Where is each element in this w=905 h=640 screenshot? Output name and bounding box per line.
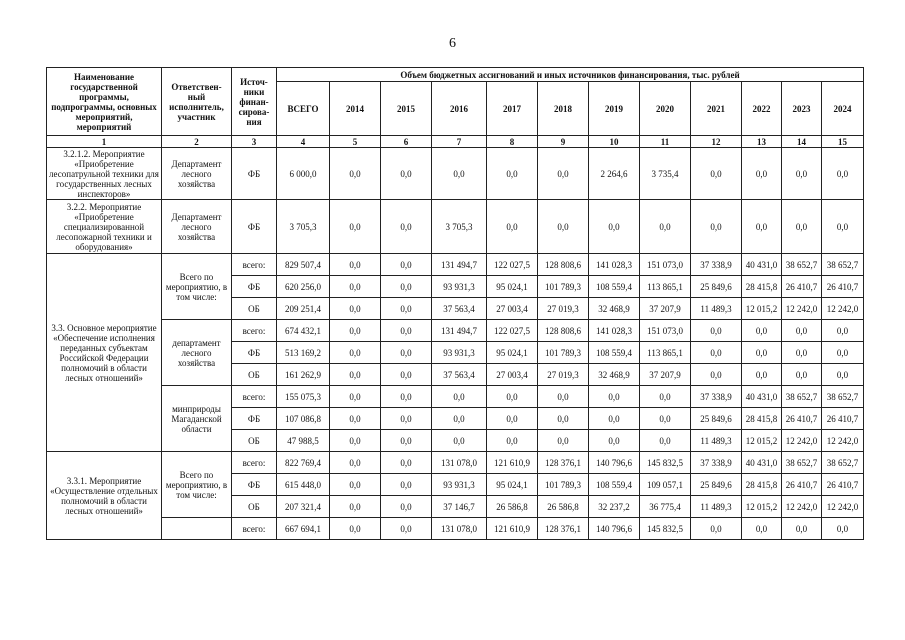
- value-cell: 38 652,7: [822, 386, 864, 408]
- row-source: всего:: [232, 452, 277, 474]
- value-cell: 28 415,8: [742, 474, 782, 496]
- value-cell: 0,0: [822, 364, 864, 386]
- value-cell: 40 431,0: [742, 452, 782, 474]
- value-cell: 93 931,3: [432, 474, 487, 496]
- value-cell: 0,0: [381, 364, 432, 386]
- column-number-row: [47, 136, 864, 148]
- value-cell: 93 931,3: [432, 342, 487, 364]
- row-source: всего:: [232, 518, 277, 540]
- value-cell: 37 563,4: [432, 298, 487, 320]
- table-row: [47, 254, 864, 276]
- value-cell: 11 489,3: [691, 496, 742, 518]
- value-cell: 155 075,3: [277, 386, 330, 408]
- row-source: ФБ: [232, 342, 277, 364]
- value-cell: 128 808,6: [538, 254, 589, 276]
- value-cell: 0,0: [640, 386, 691, 408]
- header-year: 2017: [487, 82, 538, 136]
- value-cell: 0,0: [640, 408, 691, 430]
- header-responsible: Ответствен-ный исполнитель, участник: [162, 68, 232, 136]
- value-cell: 38 652,7: [822, 452, 864, 474]
- value-cell: 0,0: [330, 408, 381, 430]
- value-cell: 0,0: [381, 200, 432, 254]
- value-cell: 3 735,4: [640, 148, 691, 200]
- value-cell: 0,0: [330, 474, 381, 496]
- row-source: ОБ: [232, 430, 277, 452]
- value-cell: 0,0: [432, 430, 487, 452]
- value-cell: 0,0: [381, 430, 432, 452]
- value-cell: 0,0: [487, 148, 538, 200]
- value-cell: 38 652,7: [822, 254, 864, 276]
- value-cell: 93 931,3: [432, 276, 487, 298]
- column-number: 8: [487, 136, 538, 148]
- value-cell: 0,0: [487, 200, 538, 254]
- value-cell: 0,0: [782, 364, 822, 386]
- value-cell: 26 410,7: [782, 276, 822, 298]
- value-cell: 25 849,6: [691, 474, 742, 496]
- table-row: [47, 200, 864, 254]
- row-name: 3.2.1.2. Мероприятие «Приобретение лесопатрульной техники для государственных лесных инспекторов»: [47, 148, 162, 200]
- value-cell: 12 242,0: [822, 430, 864, 452]
- value-cell: 0,0: [538, 386, 589, 408]
- row-source: ОБ: [232, 496, 277, 518]
- value-cell: 0,0: [742, 200, 782, 254]
- value-cell: 209 251,4: [277, 298, 330, 320]
- value-cell: 28 415,8: [742, 408, 782, 430]
- value-cell: 145 832,5: [640, 452, 691, 474]
- value-cell: 12 015,2: [742, 430, 782, 452]
- row-source: ФБ: [232, 148, 277, 200]
- value-cell: 107 086,8: [277, 408, 330, 430]
- value-cell: 0,0: [589, 386, 640, 408]
- value-cell: 0,0: [691, 148, 742, 200]
- value-cell: 128 808,6: [538, 320, 589, 342]
- value-cell: 101 789,3: [538, 276, 589, 298]
- value-cell: 26 410,7: [782, 474, 822, 496]
- value-cell: 27 019,3: [538, 364, 589, 386]
- row-responsible: Департамент лесного хозяйства: [162, 148, 232, 200]
- value-cell: 145 832,5: [640, 518, 691, 540]
- row-responsible: Всего по мероприятию, в том числе:: [162, 254, 232, 320]
- budget-table: [46, 67, 864, 540]
- table-row: [47, 320, 864, 342]
- value-cell: 11 489,3: [691, 430, 742, 452]
- value-cell: 0,0: [381, 386, 432, 408]
- value-cell: 12 242,0: [782, 496, 822, 518]
- value-cell: 0,0: [691, 320, 742, 342]
- value-cell: 121 610,9: [487, 452, 538, 474]
- row-name: 3.3.1. Мероприятие «Осуществление отдельных полномочий в области лесных отношений»: [47, 452, 162, 540]
- value-cell: 3 705,3: [277, 200, 330, 254]
- value-cell: 0,0: [381, 496, 432, 518]
- value-cell: 151 073,0: [640, 254, 691, 276]
- header-year: ВСЕГО: [277, 82, 330, 136]
- value-cell: 151 073,0: [640, 320, 691, 342]
- value-cell: 26 586,8: [487, 496, 538, 518]
- column-number: 12: [691, 136, 742, 148]
- column-number: 14: [782, 136, 822, 148]
- column-number: 2: [162, 136, 232, 148]
- row-source: ОБ: [232, 364, 277, 386]
- value-cell: 0,0: [742, 342, 782, 364]
- value-cell: 28 415,8: [742, 276, 782, 298]
- value-cell: 37 338,9: [691, 254, 742, 276]
- value-cell: 0,0: [381, 148, 432, 200]
- value-cell: 128 376,1: [538, 452, 589, 474]
- page-number: 6: [449, 36, 456, 51]
- value-cell: 38 652,7: [782, 254, 822, 276]
- value-cell: 0,0: [691, 364, 742, 386]
- value-cell: 26 410,7: [782, 408, 822, 430]
- value-cell: 0,0: [381, 452, 432, 474]
- value-cell: 12 242,0: [782, 430, 822, 452]
- header-year: 2021: [691, 82, 742, 136]
- column-number: 5: [330, 136, 381, 148]
- value-cell: 0,0: [640, 200, 691, 254]
- value-cell: 207 321,4: [277, 496, 330, 518]
- value-cell: 0,0: [487, 386, 538, 408]
- value-cell: 0,0: [691, 518, 742, 540]
- value-cell: 101 789,3: [538, 474, 589, 496]
- value-cell: 615 448,0: [277, 474, 330, 496]
- value-cell: 122 027,5: [487, 254, 538, 276]
- value-cell: 0,0: [589, 430, 640, 452]
- value-cell: 0,0: [487, 408, 538, 430]
- value-cell: 6 000,0: [277, 148, 330, 200]
- value-cell: 0,0: [330, 518, 381, 540]
- value-cell: 0,0: [330, 298, 381, 320]
- column-number: 3: [232, 136, 277, 148]
- header-row-1: [47, 68, 864, 82]
- value-cell: 32 468,9: [589, 298, 640, 320]
- column-number: 11: [640, 136, 691, 148]
- value-cell: 0,0: [432, 148, 487, 200]
- column-number: 4: [277, 136, 330, 148]
- value-cell: 0,0: [330, 276, 381, 298]
- value-cell: 108 559,4: [589, 474, 640, 496]
- value-cell: 40 431,0: [742, 386, 782, 408]
- row-responsible: Всего по мероприятию, в том числе:: [162, 452, 232, 518]
- row-responsible: минприроды Магаданской области: [162, 386, 232, 452]
- value-cell: 27 003,4: [487, 364, 538, 386]
- value-cell: 0,0: [330, 430, 381, 452]
- value-cell: 37 338,9: [691, 452, 742, 474]
- value-cell: 141 028,3: [589, 320, 640, 342]
- value-cell: 38 652,7: [782, 386, 822, 408]
- row-source: ФБ: [232, 408, 277, 430]
- value-cell: 0,0: [381, 474, 432, 496]
- value-cell: 674 432,1: [277, 320, 330, 342]
- value-cell: 667 694,1: [277, 518, 330, 540]
- value-cell: 32 237,2: [589, 496, 640, 518]
- header-year: 2022: [742, 82, 782, 136]
- value-cell: 101 789,3: [538, 342, 589, 364]
- value-cell: 26 586,8: [538, 496, 589, 518]
- value-cell: 95 024,1: [487, 342, 538, 364]
- value-cell: 12 242,0: [782, 298, 822, 320]
- value-cell: 0,0: [538, 200, 589, 254]
- value-cell: 32 468,9: [589, 364, 640, 386]
- value-cell: 26 410,7: [822, 276, 864, 298]
- row-source: всего:: [232, 254, 277, 276]
- value-cell: 0,0: [381, 276, 432, 298]
- value-cell: 12 242,0: [822, 496, 864, 518]
- value-cell: 140 796,6: [589, 518, 640, 540]
- value-cell: 0,0: [822, 518, 864, 540]
- value-cell: 95 024,1: [487, 474, 538, 496]
- value-cell: 37 563,4: [432, 364, 487, 386]
- value-cell: 0,0: [381, 320, 432, 342]
- value-cell: 108 559,4: [589, 342, 640, 364]
- value-cell: 3 705,3: [432, 200, 487, 254]
- value-cell: 131 494,7: [432, 254, 487, 276]
- value-cell: 113 865,1: [640, 276, 691, 298]
- value-cell: 37 207,9: [640, 364, 691, 386]
- value-cell: 12 242,0: [822, 298, 864, 320]
- value-cell: 0,0: [330, 496, 381, 518]
- value-cell: 27 003,4: [487, 298, 538, 320]
- value-cell: 0,0: [381, 298, 432, 320]
- value-cell: 27 019,3: [538, 298, 589, 320]
- value-cell: 0,0: [330, 342, 381, 364]
- row-responsible: [162, 518, 232, 540]
- header-source: Источ-ники финан-сирова-ния: [232, 68, 277, 136]
- row-name: 3.3. Основное мероприятие «Обеспечение исполнения переданных субъектам Российской Федерации полномочий в области лесных отношений»: [47, 254, 162, 452]
- row-responsible: Департамент лесного хозяйства: [162, 200, 232, 254]
- value-cell: 0,0: [330, 200, 381, 254]
- column-number: 9: [538, 136, 589, 148]
- value-cell: 12 015,2: [742, 496, 782, 518]
- value-cell: 0,0: [381, 254, 432, 276]
- value-cell: 0,0: [381, 342, 432, 364]
- row-source: ФБ: [232, 474, 277, 496]
- table-row: [47, 452, 864, 474]
- table-row: [47, 148, 864, 200]
- value-cell: 0,0: [782, 200, 822, 254]
- value-cell: 37 207,9: [640, 298, 691, 320]
- value-cell: 95 024,1: [487, 276, 538, 298]
- value-cell: 113 865,1: [640, 342, 691, 364]
- value-cell: 37 146,7: [432, 496, 487, 518]
- value-cell: 0,0: [330, 254, 381, 276]
- row-source: ОБ: [232, 298, 277, 320]
- value-cell: 0,0: [381, 518, 432, 540]
- value-cell: 109 057,1: [640, 474, 691, 496]
- column-number: 10: [589, 136, 640, 148]
- value-cell: 0,0: [822, 200, 864, 254]
- header-year: 2024: [822, 82, 864, 136]
- header-year: 2020: [640, 82, 691, 136]
- column-number: 7: [432, 136, 487, 148]
- row-source: всего:: [232, 386, 277, 408]
- value-cell: 0,0: [691, 200, 742, 254]
- header-year: 2023: [782, 82, 822, 136]
- column-number: 15: [822, 136, 864, 148]
- header-funding-title: Объем бюджетных ассигнований и иных источников финансирования, тыс. рублей: [277, 68, 864, 82]
- value-cell: 122 027,5: [487, 320, 538, 342]
- value-cell: 0,0: [538, 408, 589, 430]
- value-cell: 620 256,0: [277, 276, 330, 298]
- row-name: 3.2.2. Мероприятие «Приобретение специализированной лесопожарной техники и оборудования»: [47, 200, 162, 254]
- value-cell: 0,0: [589, 200, 640, 254]
- header-name: Наименование государственной программы, подпрограммы, основных мероприятий, мероприятий: [47, 68, 162, 136]
- value-cell: 0,0: [330, 364, 381, 386]
- value-cell: 0,0: [822, 342, 864, 364]
- value-cell: 131 078,0: [432, 518, 487, 540]
- value-cell: 40 431,0: [742, 254, 782, 276]
- value-cell: 0,0: [381, 408, 432, 430]
- value-cell: 822 769,4: [277, 452, 330, 474]
- value-cell: 37 338,9: [691, 386, 742, 408]
- row-source: ФБ: [232, 276, 277, 298]
- value-cell: 0,0: [742, 320, 782, 342]
- value-cell: 0,0: [330, 452, 381, 474]
- value-cell: 140 796,6: [589, 452, 640, 474]
- header-year: 2014: [330, 82, 381, 136]
- value-cell: 108 559,4: [589, 276, 640, 298]
- value-cell: 131 078,0: [432, 452, 487, 474]
- value-cell: 0,0: [432, 386, 487, 408]
- value-cell: 0,0: [822, 320, 864, 342]
- value-cell: 0,0: [822, 148, 864, 200]
- row-source: всего:: [232, 320, 277, 342]
- column-number: 6: [381, 136, 432, 148]
- value-cell: 513 169,2: [277, 342, 330, 364]
- table-row: [47, 518, 864, 540]
- value-cell: 0,0: [330, 148, 381, 200]
- value-cell: 121 610,9: [487, 518, 538, 540]
- value-cell: 12 015,2: [742, 298, 782, 320]
- value-cell: 25 849,6: [691, 276, 742, 298]
- row-responsible: департамент лесного хозяйства: [162, 320, 232, 386]
- value-cell: 0,0: [742, 364, 782, 386]
- header-year: 2018: [538, 82, 589, 136]
- value-cell: 26 410,7: [822, 408, 864, 430]
- value-cell: 25 849,6: [691, 408, 742, 430]
- value-cell: 2 264,6: [589, 148, 640, 200]
- value-cell: 0,0: [691, 342, 742, 364]
- column-number: 1: [47, 136, 162, 148]
- row-source: ФБ: [232, 200, 277, 254]
- value-cell: 0,0: [742, 148, 782, 200]
- value-cell: 0,0: [538, 430, 589, 452]
- value-cell: 128 376,1: [538, 518, 589, 540]
- value-cell: 0,0: [742, 518, 782, 540]
- header-year: 2015: [381, 82, 432, 136]
- table-row: [47, 386, 864, 408]
- value-cell: 0,0: [330, 320, 381, 342]
- value-cell: 0,0: [432, 408, 487, 430]
- value-cell: 131 494,7: [432, 320, 487, 342]
- value-cell: 0,0: [782, 518, 822, 540]
- value-cell: 141 028,3: [589, 254, 640, 276]
- value-cell: 0,0: [589, 408, 640, 430]
- value-cell: 0,0: [782, 320, 822, 342]
- value-cell: 11 489,3: [691, 298, 742, 320]
- value-cell: 0,0: [487, 430, 538, 452]
- value-cell: 0,0: [640, 430, 691, 452]
- value-cell: 38 652,7: [782, 452, 822, 474]
- value-cell: 36 775,4: [640, 496, 691, 518]
- value-cell: 26 410,7: [822, 474, 864, 496]
- value-cell: 0,0: [538, 148, 589, 200]
- header-year: 2019: [589, 82, 640, 136]
- value-cell: 829 507,4: [277, 254, 330, 276]
- column-number: 13: [742, 136, 782, 148]
- value-cell: 47 988,5: [277, 430, 330, 452]
- value-cell: 0,0: [782, 148, 822, 200]
- value-cell: 0,0: [782, 342, 822, 364]
- header-year: 2016: [432, 82, 487, 136]
- value-cell: 161 262,9: [277, 364, 330, 386]
- value-cell: 0,0: [330, 386, 381, 408]
